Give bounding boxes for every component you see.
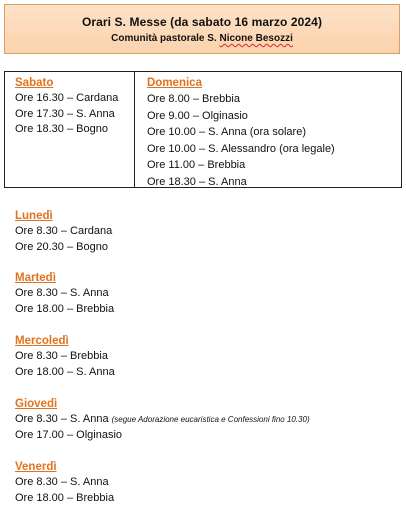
mass-time: Ore 11.00 – Brebbia: [147, 159, 246, 172]
day-heading-venerdi: Venerdì: [15, 461, 57, 473]
saturday-column: [5, 72, 135, 187]
day-block-lunedi: [15, 208, 395, 255]
day-block-venerdi: [15, 459, 395, 506]
mass-time: Ore 18.00 – S. Anna: [15, 365, 115, 378]
mass-time-with-note: [15, 412, 395, 428]
subtitle-prefix: Comunità pastorale S.: [111, 33, 220, 44]
day-heading-giovedi: Giovedì: [15, 398, 58, 410]
mass-time: Ore 20.30 – Bogno: [15, 240, 108, 253]
mass-time: Ore 8.30 – S. Anna: [15, 287, 109, 299]
weekend-table: [4, 71, 402, 188]
mass-time: Ore 8.30 – S. Anna: [15, 476, 109, 488]
subtitle-name: Nicone Besozzi: [219, 33, 293, 44]
header-banner: [4, 4, 400, 54]
page-title: Orari S. Messe (da sabato 16 marzo 2024): [81, 15, 323, 29]
day-heading-martedi: Martedì: [15, 272, 56, 284]
day-heading-mercoledi: Mercoledì: [15, 335, 69, 347]
mass-time: Ore 17.30 – S. Anna: [15, 107, 115, 120]
mass-time: Ore 8.30 – S. Anna: [15, 413, 109, 425]
day-block-martedi: [15, 270, 395, 317]
day-heading-lunedi: Lunedì: [15, 210, 53, 222]
adoration-note: (segue Adorazione eucaristica e Confessioni fino 10.30): [111, 415, 310, 424]
mass-time: Ore 17.00 – Olginasio: [15, 428, 123, 441]
mass-time: Ore 18.30 – S. Anna: [147, 175, 247, 188]
mass-time: Ore 8.00 – Brebbia: [147, 93, 240, 105]
mass-time: Ore 9.00 – Olginasio: [147, 109, 248, 122]
mass-time: Ore 18.00 – Brebbia: [15, 302, 115, 315]
page-subtitle: [5, 33, 399, 44]
day-heading-domenica: Domenica: [147, 77, 202, 89]
mass-time: Ore 8.30 – Cardana: [15, 225, 113, 237]
mass-time: Ore 8.30 – Brebbia: [15, 350, 108, 362]
day-heading-sabato: Sabato: [15, 77, 54, 89]
day-block-mercoledi: [15, 333, 395, 380]
mass-time: Ore 16.30 – Cardana: [15, 92, 119, 104]
mass-time: Ore 18.30 – Bogno: [15, 123, 108, 135]
day-block-giovedi: [15, 396, 395, 443]
mass-time: Ore 18.00 – Brebbia: [15, 491, 115, 504]
sunday-column: [135, 72, 401, 187]
mass-time: Ore 10.00 – S. Anna (ora solare): [147, 126, 306, 139]
mass-time: Ore 10.00 – S. Alessandro (ora legale): [147, 142, 335, 155]
